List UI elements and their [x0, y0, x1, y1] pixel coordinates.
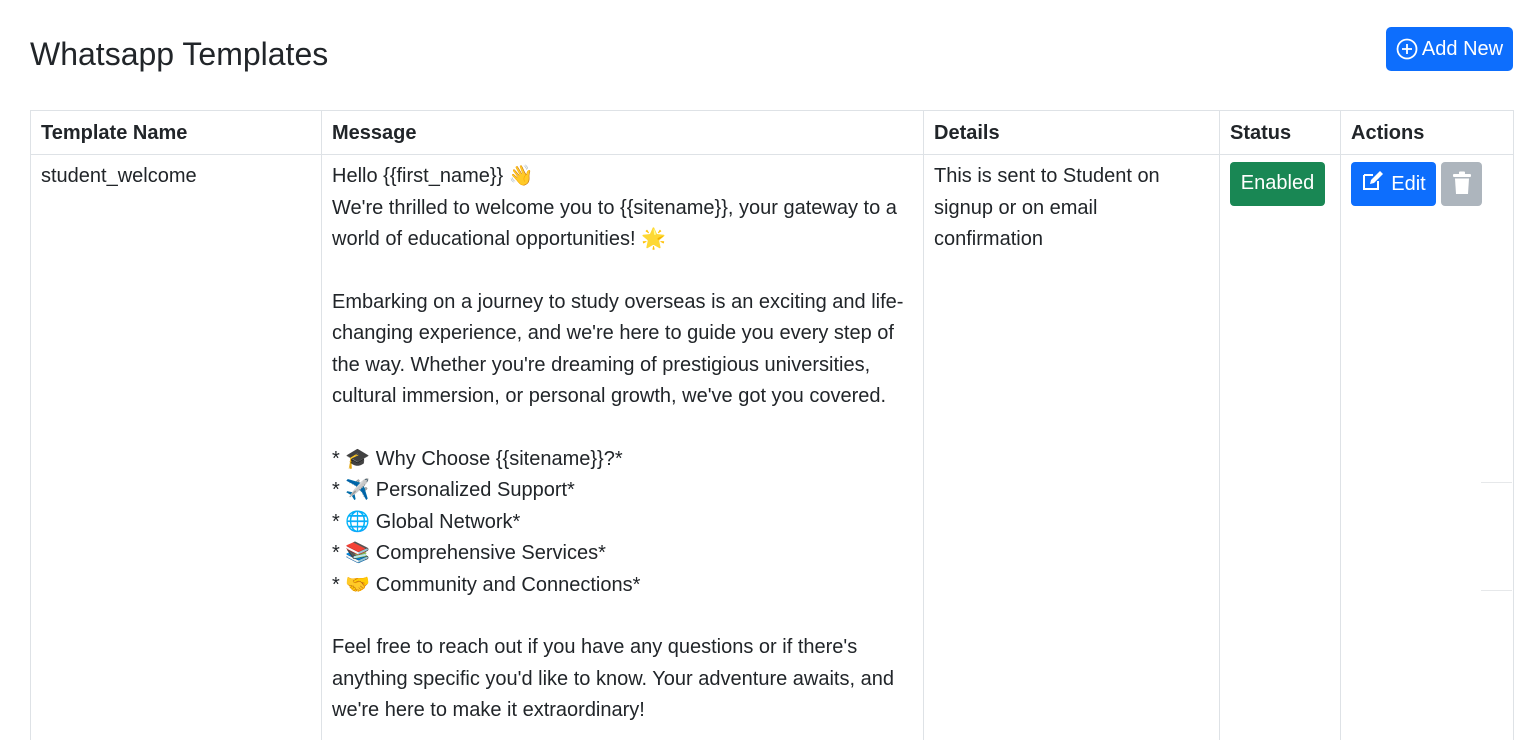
message-line: * 🎓 Why Choose {{sitename}}?*	[332, 447, 623, 470]
actions-cell	[1341, 155, 1514, 740]
header-template-name: Template Name	[31, 111, 322, 155]
message-blank-line	[332, 413, 913, 444]
divider	[1481, 482, 1512, 483]
message-line: * 🤝 Community and Connections*	[332, 573, 641, 596]
divider	[1481, 590, 1512, 591]
message-line: * 🌐 Global Network*	[332, 510, 521, 533]
plus-circle-icon	[1396, 38, 1418, 60]
add-new-label: Add New	[1421, 37, 1504, 60]
status-badge[interactable]: Enabled	[1230, 162, 1325, 206]
edit-label: Edit	[1391, 172, 1426, 195]
templates-table	[30, 110, 1514, 740]
message-line: Hello {{first_name}} 👋	[332, 165, 534, 187]
header-actions: Actions	[1341, 111, 1514, 155]
header-status: Status	[1220, 111, 1341, 155]
message-line: We're thrilled to welcome you to {{sitename}}, your gateway to a world of educational opportunities! 🌟	[332, 196, 897, 250]
details-cell: This is sent to Student on signup or on email confirmation	[924, 155, 1220, 740]
header-message: Message	[322, 111, 924, 155]
row-actions	[1351, 162, 1503, 206]
message-line: * 📚 Comprehensive Services*	[332, 542, 606, 564]
delete-button[interactable]	[1441, 162, 1482, 206]
message-line: * ✈️ Personalized Support*	[332, 479, 575, 501]
table-header-row	[31, 111, 1514, 155]
add-new-button[interactable]	[1386, 27, 1513, 71]
message-line: Embarking on a journey to study overseas is an exciting and life-changing experience, and we're here to guide you every step of the way. Whether you're dreaming of prestigious universities, cultural immersion, or personal growth, we've got you covered.	[332, 290, 904, 407]
header-details: Details	[924, 111, 1220, 155]
edit-button[interactable]	[1351, 162, 1436, 206]
message-cell	[322, 155, 924, 740]
message-blank-line	[332, 256, 913, 287]
status-cell	[1220, 155, 1341, 740]
message-blank-line	[332, 601, 913, 632]
table-row	[31, 155, 1514, 740]
template-name-cell: student_welcome	[31, 155, 322, 740]
trash-icon	[1452, 171, 1472, 198]
message-line: Feel free to reach out if you have any questions or if there's anything specific you'd like to know. Your adventure awaits, and we're here to make it extraordinary!	[332, 636, 894, 721]
pencil-square-icon	[1361, 170, 1385, 198]
page-title: Whatsapp Templates	[30, 36, 329, 72]
